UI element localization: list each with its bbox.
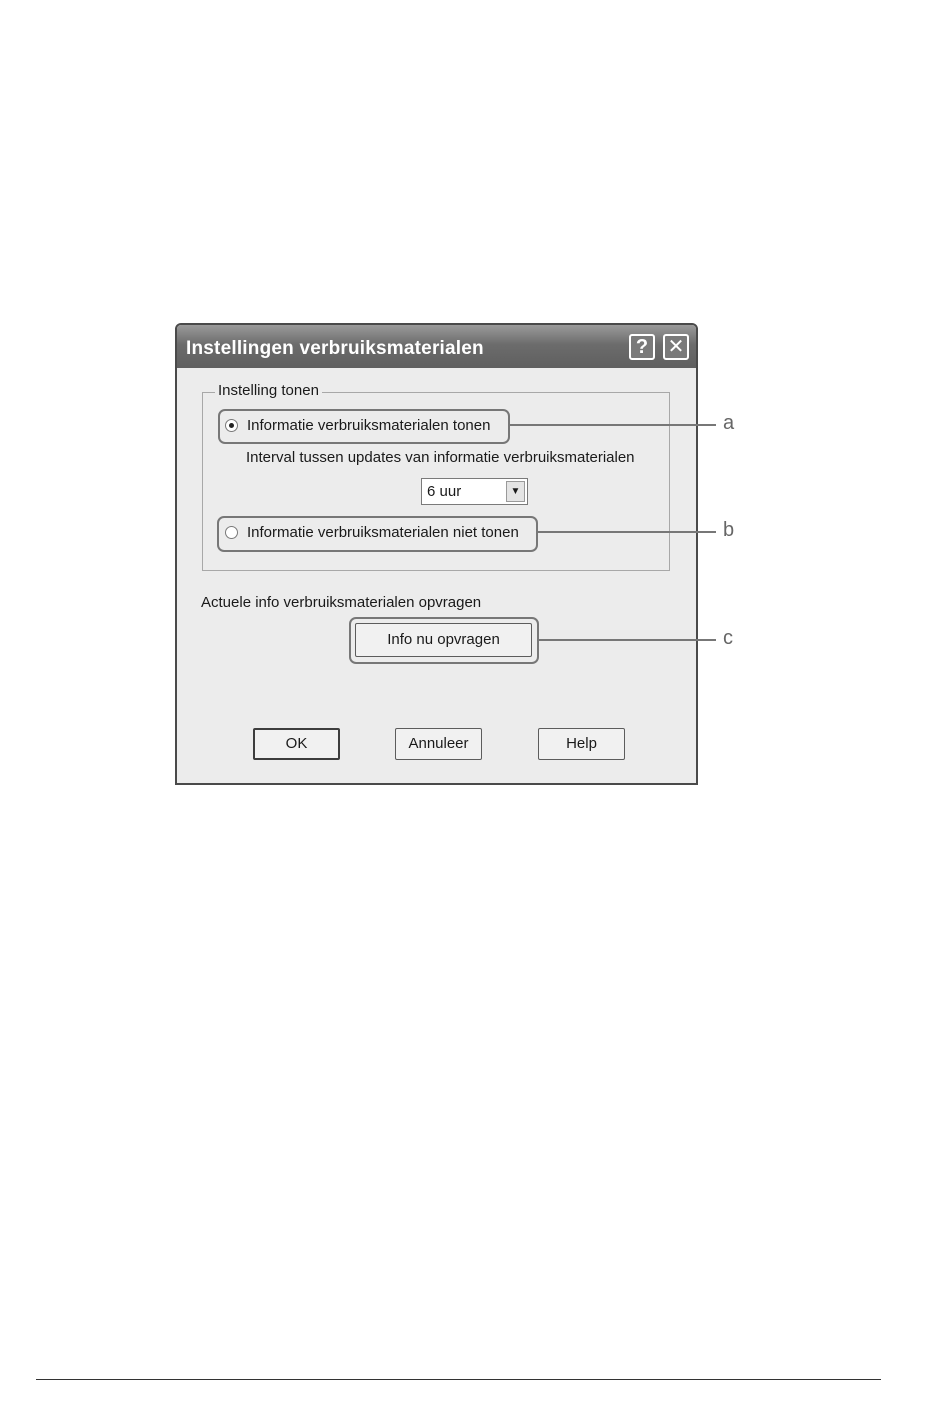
help-icon[interactable]: ? bbox=[629, 334, 655, 360]
hide-supplies-label[interactable]: Informatie verbruiksmaterialen niet tonen bbox=[247, 524, 519, 541]
group-legend: Instelling tonen bbox=[215, 382, 322, 399]
refresh-section-label: Actuele info verbruiksmaterialen opvragen bbox=[201, 594, 482, 611]
footer-rule bbox=[36, 1379, 881, 1380]
radio-button-checked[interactable] bbox=[225, 419, 238, 432]
title-bar[interactable] bbox=[177, 325, 696, 368]
show-supplies-radio[interactable] bbox=[225, 417, 490, 434]
callout-letter-b: b bbox=[723, 519, 735, 541]
interval-label: Interval tussen updates van informatie verbruiksmaterialen bbox=[246, 449, 635, 466]
callout-line-a bbox=[508, 424, 716, 426]
callout-line-b bbox=[536, 531, 716, 533]
ok-button[interactable]: OK bbox=[253, 728, 340, 760]
radio-button-unchecked[interactable] bbox=[225, 526, 238, 539]
close-icon[interactable]: ✕ bbox=[663, 334, 689, 360]
interval-select-value: 6 uur bbox=[427, 483, 462, 500]
callout-letter-c: c bbox=[723, 627, 733, 649]
chevron-down-icon[interactable]: ▼ bbox=[506, 481, 525, 502]
help-button[interactable]: Help bbox=[538, 728, 625, 760]
supplies-settings-dialog bbox=[175, 323, 698, 785]
interval-select[interactable] bbox=[421, 478, 528, 505]
callout-letter-a: a bbox=[723, 412, 735, 434]
show-supplies-label[interactable]: Informatie verbruiksmaterialen tonen bbox=[247, 417, 491, 434]
hide-supplies-radio[interactable] bbox=[225, 524, 519, 541]
dialog-title: Instellingen verbruiksmaterialen bbox=[186, 338, 484, 359]
cancel-button[interactable]: Annuleer bbox=[395, 728, 482, 760]
callout-line-c bbox=[537, 639, 716, 641]
refresh-now-button[interactable]: Info nu opvragen bbox=[355, 623, 532, 657]
